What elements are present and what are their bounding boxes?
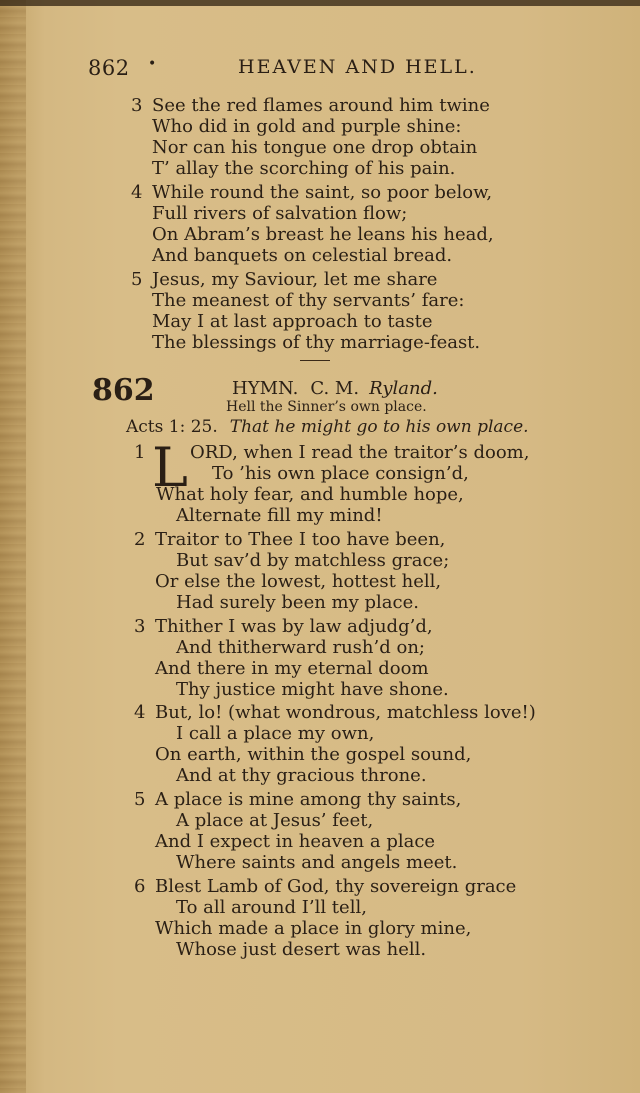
scripture-ref: Acts 1: 25. [126, 417, 218, 437]
page-spine-shadow [0, 0, 26, 1093]
verse-line: Traitor to Thee I too have been, [155, 529, 446, 550]
verse-number: 5 [134, 789, 146, 810]
verse-line: And there in my eternal doom [155, 658, 429, 679]
verse-line: Which made a place in glory mine, [155, 918, 472, 939]
hymn-heading [232, 378, 438, 400]
running-header [88, 56, 538, 86]
verse-number: 2 [134, 529, 146, 550]
page-number: 862 [88, 56, 130, 80]
verse-line: A place is mine among thy saints, [155, 789, 462, 810]
verse-line: And thitherward rush’d on; [176, 637, 425, 658]
verse-number: 4 [134, 702, 146, 723]
page-top-edge [0, 0, 640, 6]
verse-line: Whose just desert was hell. [176, 939, 427, 960]
verse-line: And I expect in heaven a place [155, 831, 436, 852]
verse-line: Had surely been my place. [176, 592, 419, 613]
verse-line: On earth, within the gospel sound, [155, 744, 472, 765]
verse-line: To ’his own place consign’d, [212, 463, 469, 484]
verse-line: The blessings of thy marriage-feast. [152, 332, 481, 353]
verse-number: 5 [131, 269, 143, 290]
hymn-meter: C. M. [310, 378, 360, 399]
hymn-author: Ryland. [369, 378, 438, 399]
verse-line: Thither I was by law adjudg’d, [155, 616, 433, 637]
verse-line: Or else the lowest, hottest hell, [155, 571, 442, 592]
verse-line: While round the saint, so poor below, [152, 182, 493, 203]
verse-line: But, lo! (what wondrous, matchless love!) [155, 702, 536, 723]
verse-line: I call a place my own, [176, 723, 375, 744]
hymn-number: 862 [92, 373, 155, 408]
verse-line: Alternate fill my mind! [176, 505, 383, 526]
verse-line: And at thy gracious throne. [176, 765, 427, 786]
verse-number: 3 [131, 95, 143, 116]
verse-line: Where saints and angels meet. [176, 852, 458, 873]
scripture-reference [126, 416, 529, 438]
verse-line: The meanest of thy servants’ fare: [152, 290, 465, 311]
scripture-quote: That he might go to his own place. [229, 417, 529, 437]
verse-line: May I at last approach to taste [152, 311, 433, 332]
verse-line: Blest Lamb of God, thy sovereign grace [155, 876, 517, 897]
verse-line: To all around I’ll tell, [176, 897, 367, 918]
verse-line: Full rivers of salvation flow; [152, 203, 408, 224]
verse-line: Nor can his tongue one drop obtain [152, 137, 478, 158]
verse-line: But sav’d by matchless grace; [176, 550, 450, 571]
verse-number: 4 [131, 182, 143, 203]
verse-line: A place at Jesus’ feet, [176, 810, 374, 831]
verse-line: T’ allay the scorching of his pain. [152, 158, 456, 179]
verse-number: 3 [134, 616, 146, 637]
verse-line: Thy justice might have shone. [176, 679, 449, 700]
hymn-subtitle: Hell the Sinner’s own place. [226, 399, 427, 415]
verse-line: ORD, when I read the traitor’s doom, [190, 442, 530, 463]
verse-number: 6 [134, 876, 146, 897]
verse-line: What holy fear, and humble hope, [156, 484, 464, 505]
hymn-separator [300, 360, 330, 361]
verse-line: And banquets on celestial bread. [152, 245, 453, 266]
verse-line: Jesus, my Saviour, let me share [152, 269, 438, 290]
verse-line: On Abram’s breast he leans his head, [152, 224, 494, 245]
verse-line: Who did in gold and purple shine: [152, 116, 462, 137]
verse-number: 1 [134, 442, 146, 463]
drop-cap: L [152, 436, 188, 499]
header-ornament: • [148, 56, 157, 72]
verse-line: See the red flames around him twine [152, 95, 490, 116]
hymn-label: HYMN. [232, 378, 299, 399]
running-title: HEAVEN AND HELL. [238, 56, 477, 78]
